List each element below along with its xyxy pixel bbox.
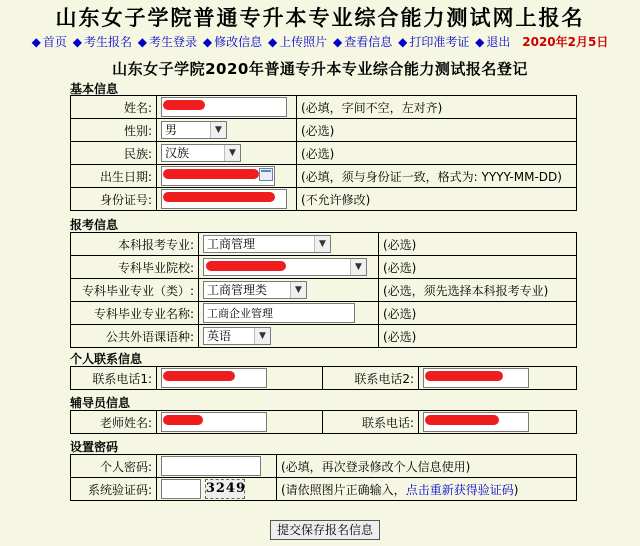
language-note: (必选) <box>379 325 577 348</box>
nav-home[interactable]: 首页 <box>42 35 67 49</box>
password-note: (必填，再次登录修改个人信息使用) <box>277 455 577 478</box>
ethnicity-select[interactable] <box>161 144 241 162</box>
redaction-mark <box>425 415 499 425</box>
name-note: (必填，字间不空，左对齐) <box>297 96 577 119</box>
phone2-field-wrap <box>423 368 529 388</box>
refresh-captcha-link[interactable]: 点击重新获得验证码 <box>405 482 514 497</box>
nav-edit-info[interactable]: 修改信息 <box>214 35 263 49</box>
name-field-wrap <box>161 97 287 117</box>
row-specialty <box>71 302 577 325</box>
name-label: 姓名: <box>71 96 157 119</box>
category-note: (必选，须先选择本科报考专业) <box>379 279 577 302</box>
captcha-note-end: ) <box>513 482 519 497</box>
row-birthdate <box>71 165 577 188</box>
teacher-phone-label: 联系电话: <box>323 411 419 434</box>
redaction-mark <box>206 261 286 271</box>
id-number-note: (不允许修改) <box>297 188 577 211</box>
school-field-wrap <box>203 258 367 276</box>
captcha-note-cell <box>277 478 577 501</box>
specialty-label: 专科毕业专业名称: <box>71 302 199 325</box>
captcha-image[interactable]: 3249 <box>205 479 245 499</box>
current-date: 2020年2月5日 <box>522 35 609 49</box>
row-ethnicity <box>71 142 577 165</box>
row-language <box>71 325 577 348</box>
nav-upload-photo[interactable]: 上传照片 <box>279 35 328 49</box>
nav-register[interactable]: 考生报名 <box>83 35 132 49</box>
password-label: 个人密码: <box>71 455 157 478</box>
redaction-mark <box>163 192 275 202</box>
captcha-input[interactable] <box>161 479 201 499</box>
ethnicity-value: 汉族 <box>165 146 190 160</box>
diamond-icon: ◆ <box>31 35 41 49</box>
specialty-note: (必选) <box>379 302 577 325</box>
chevron-down-icon: ▼ <box>350 259 366 275</box>
diamond-icon: ◆ <box>333 35 343 49</box>
language-value: 英语 <box>207 329 232 343</box>
row-id-number <box>71 188 577 211</box>
phone1-label: 联系电话1: <box>71 367 157 390</box>
submit-button[interactable]: 提交保存报名信息 <box>270 520 380 540</box>
chevron-down-icon: ▼ <box>290 282 306 298</box>
category-value: 工商管理类 <box>207 283 268 297</box>
chevron-down-icon: ▼ <box>254 328 270 344</box>
major-note: (必选) <box>379 233 577 256</box>
birthdate-label: 出生日期: <box>71 165 157 188</box>
gender-label: 性别: <box>71 119 157 142</box>
phone2-label: 联系电话2: <box>323 367 419 390</box>
teacher-name-field-wrap <box>161 412 267 432</box>
birthdate-note: (必填，须与身份证一致，格式为: YYYY-MM-DD) <box>297 165 577 188</box>
row-counselor <box>71 411 577 434</box>
counselor-info-table <box>70 410 577 434</box>
section-contact-info: 个人联系信息 <box>70 352 143 366</box>
birthdate-field-wrap <box>161 166 275 186</box>
language-label: 公共外语课语种: <box>71 325 199 348</box>
ethnicity-note: (必选) <box>297 142 577 165</box>
section-exam-info: 报考信息 <box>70 218 119 232</box>
row-major <box>71 233 577 256</box>
row-captcha <box>71 478 577 501</box>
redaction-mark <box>163 371 235 381</box>
captcha-note: (请依照图片正确输入， <box>281 482 406 497</box>
captcha-label: 系统验证码: <box>71 478 157 501</box>
gender-select[interactable] <box>161 121 227 139</box>
nav-print-ticket[interactable]: 打印准考证 <box>409 35 470 49</box>
calendar-icon[interactable] <box>259 168 273 181</box>
password-input[interactable] <box>161 456 261 476</box>
redaction-mark <box>163 169 259 179</box>
nav-view-info[interactable]: 查看信息 <box>344 35 393 49</box>
section-password: 设置密码 <box>70 440 119 454</box>
category-select[interactable] <box>203 281 307 299</box>
row-school <box>71 256 577 279</box>
teacher-name-label: 老师姓名: <box>71 411 157 434</box>
nav-logout[interactable]: 退出 <box>486 35 511 49</box>
diamond-icon: ◆ <box>398 35 408 49</box>
contact-info-table <box>70 366 577 390</box>
teacher-phone-field-wrap <box>423 412 529 432</box>
row-password <box>71 455 577 478</box>
category-label: 专科毕业专业（类）: <box>71 279 199 302</box>
diamond-icon: ◆ <box>475 35 485 49</box>
diamond-icon: ◆ <box>72 35 82 49</box>
ethnicity-label: 民族: <box>71 142 157 165</box>
redaction-mark <box>163 100 205 110</box>
site-title: 山东女子学院普通专升本专业综合能力测试网上报名 <box>55 5 585 30</box>
section-basic-info: 基本信息 <box>70 82 119 96</box>
major-label: 本科报考专业: <box>71 233 199 256</box>
row-name <box>71 96 577 119</box>
phone1-field-wrap <box>161 368 267 388</box>
major-select[interactable] <box>203 235 331 253</box>
exam-info-table <box>70 232 577 348</box>
redaction-mark <box>163 415 203 425</box>
password-table <box>70 454 577 501</box>
major-value: 工商管理 <box>207 237 256 251</box>
id-number-field-wrap <box>161 189 287 209</box>
diamond-icon: ◆ <box>267 35 278 49</box>
gender-note: (必选) <box>297 119 577 142</box>
nav-login[interactable]: 考生登录 <box>149 35 198 49</box>
form-title: 山东女子学院2020年普通专升本专业综合能力测试报名登记 <box>112 60 528 78</box>
language-select[interactable] <box>203 327 271 345</box>
diamond-icon: ◆ <box>137 35 148 49</box>
section-counselor-info: 辅导员信息 <box>70 396 131 410</box>
top-nav <box>0 33 640 50</box>
gender-value: 男 <box>165 123 178 137</box>
chevron-down-icon: ▼ <box>224 145 240 161</box>
row-contact <box>71 367 577 390</box>
id-number-label: 身份证号: <box>71 188 157 211</box>
school-label: 专科毕业院校: <box>71 256 199 279</box>
diamond-icon: ◆ <box>202 35 213 49</box>
row-gender <box>71 119 577 142</box>
school-note: (必选) <box>379 256 577 279</box>
chevron-down-icon: ▼ <box>210 122 226 138</box>
redaction-mark <box>425 371 503 381</box>
row-category <box>71 279 577 302</box>
chevron-down-icon: ▼ <box>314 236 330 252</box>
specialty-input[interactable] <box>203 303 355 323</box>
basic-info-table <box>70 95 577 211</box>
